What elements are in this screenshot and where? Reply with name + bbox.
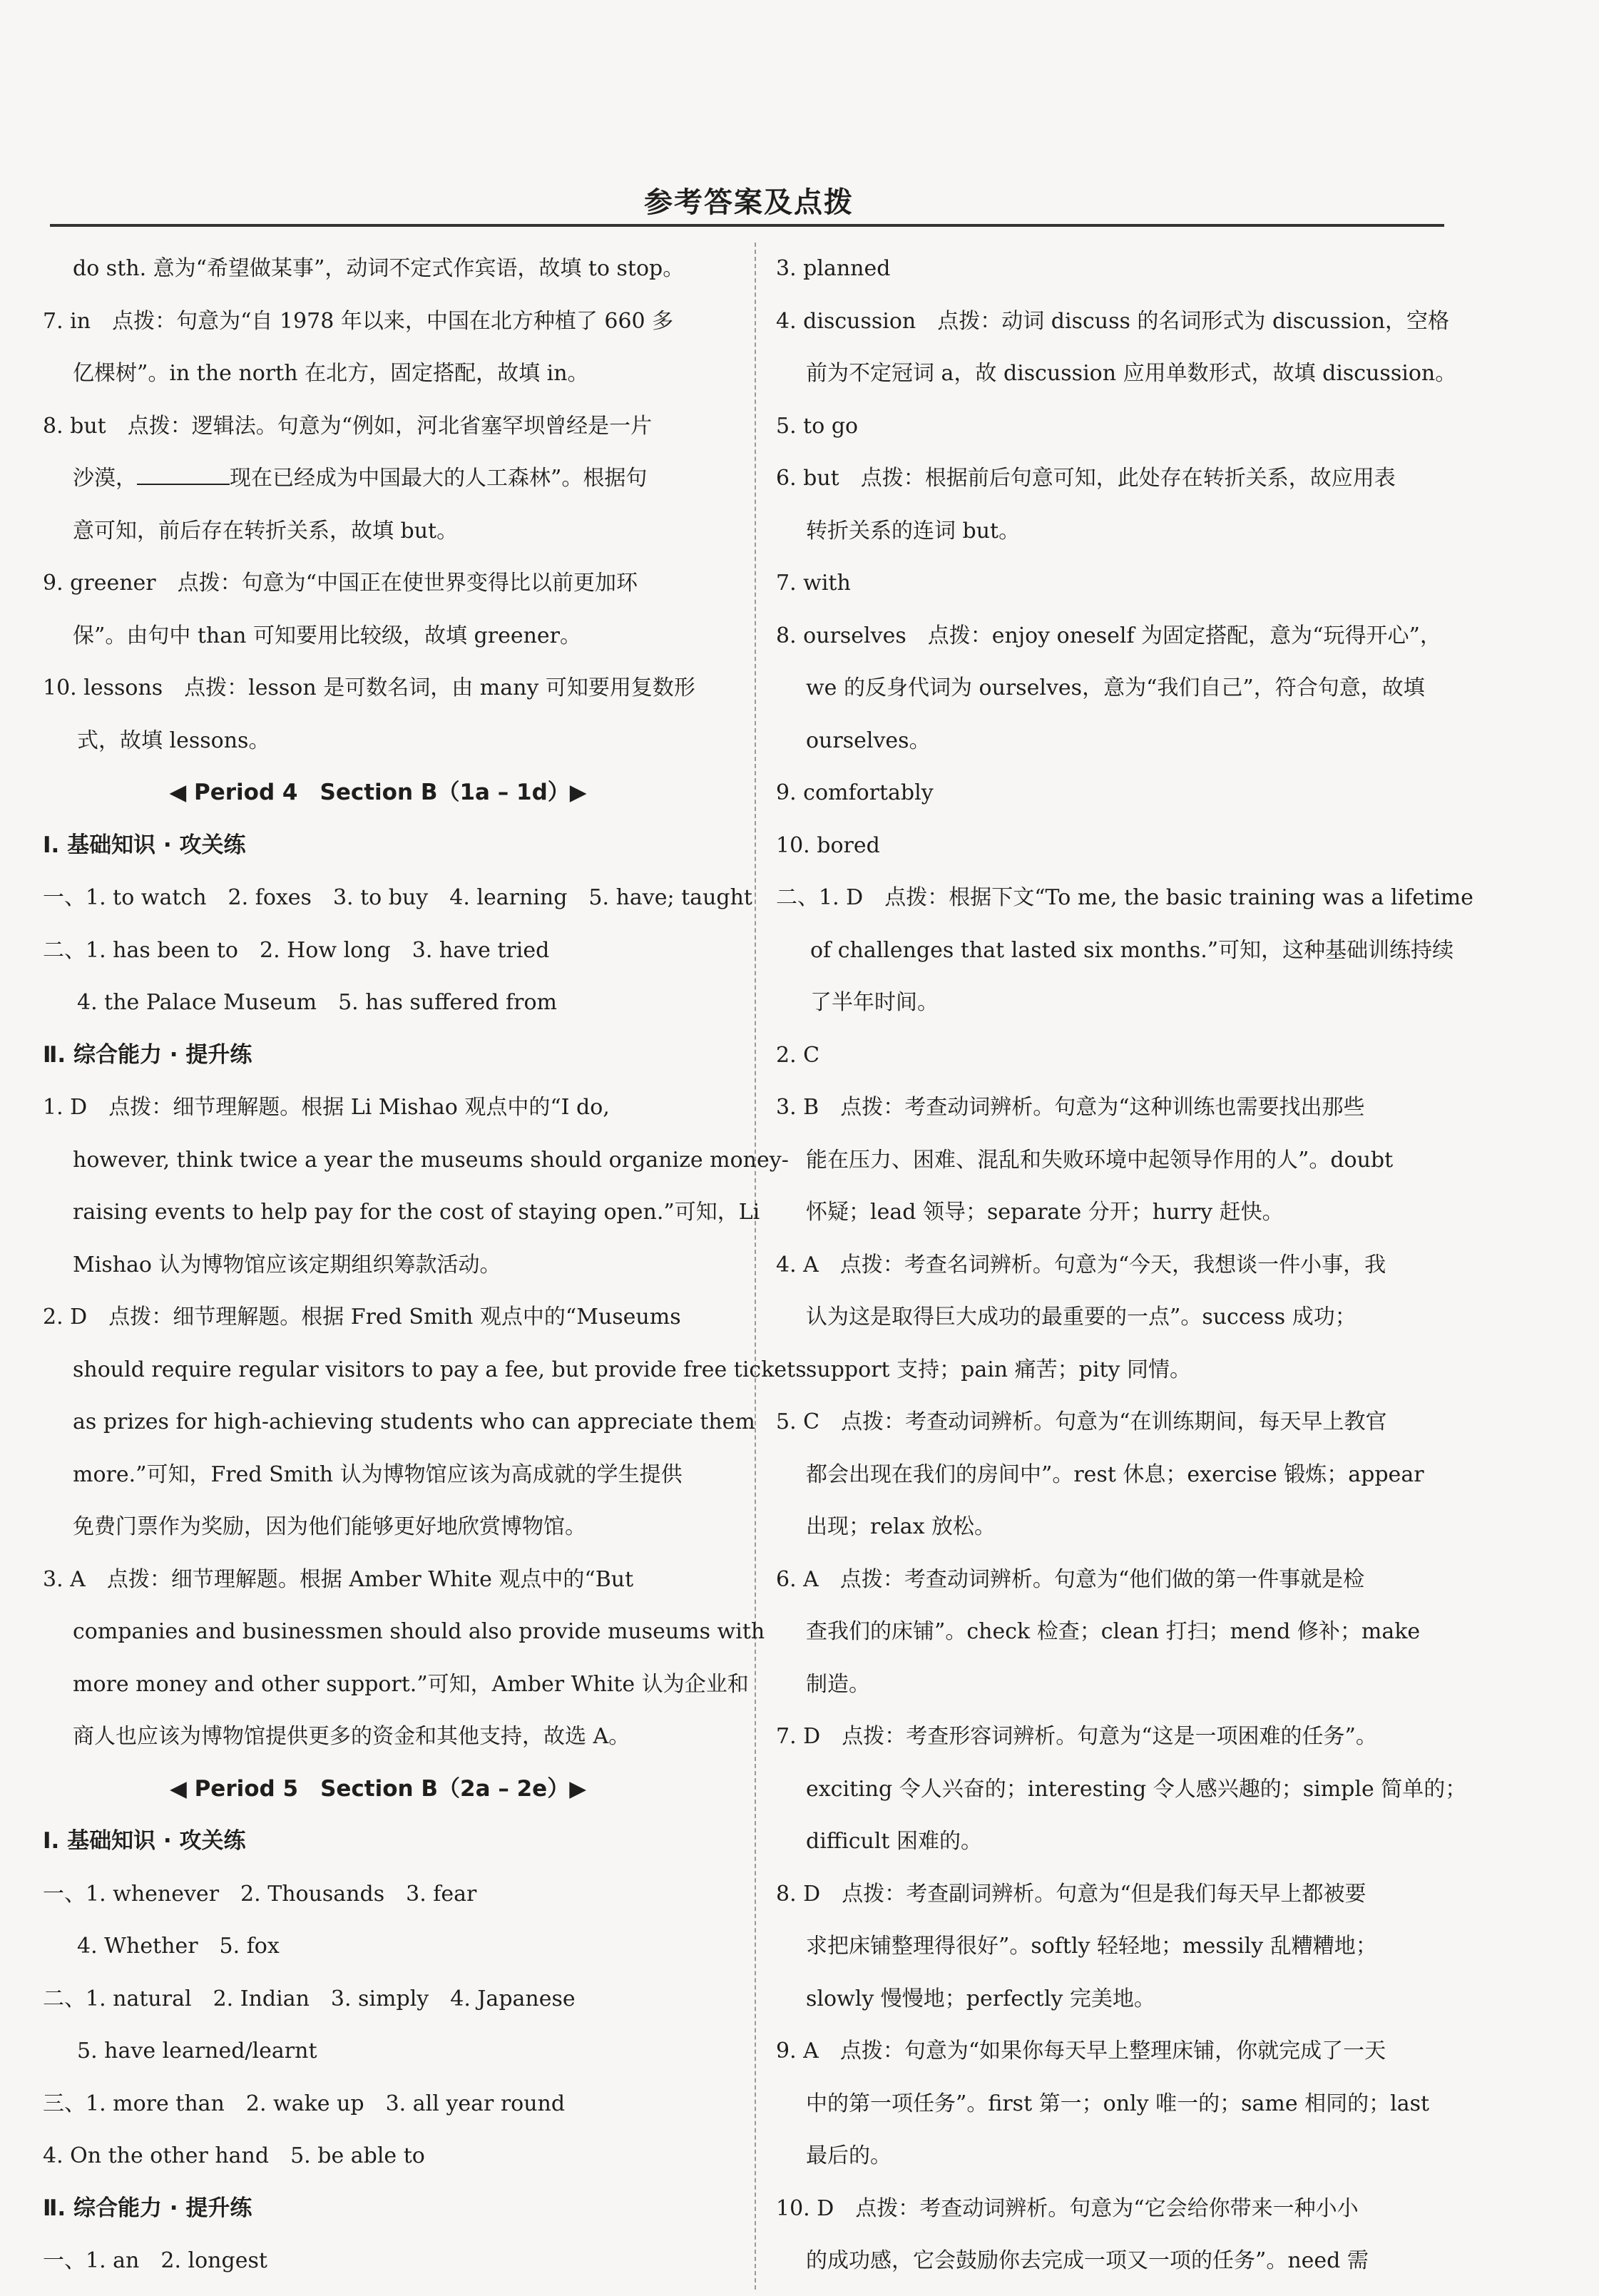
answer-line — [43, 452, 713, 505]
answer-line: 5. have learned/learnt — [77, 2039, 317, 2063]
section-heading: ◀ Period 4 Section B（1a – 1d）▶ — [169, 780, 587, 805]
answer-line: however, think twice a year the museums should organize money- — [73, 1147, 789, 1173]
answer-line: 10. bored — [776, 832, 880, 858]
answer-line: 5. C 点拨：考查动词辨析。句意为“在训练期间，每天早上教官 — [776, 1409, 1387, 1434]
answer-line: slowly 慢慢地；perfectly 完美地。 — [806, 1986, 1155, 2011]
answer-line: 求把床铺整理得很好”。softly 轻轻地；messily 乱糟糟地； — [806, 1934, 1377, 1959]
answer-line: 一、1. whenever 2. Thousands 3. fear — [43, 1881, 477, 1907]
answer-line: 商人也应该为博物馆提供更多的资金和其他支持，故选 A。 — [73, 1724, 630, 1749]
answer-line: 认为这是取得巨大成功的最重要的一点”。success 成功； — [806, 1305, 1357, 1330]
answer-line: 8. but 点拨：逻辑法。句意为“例如，河北省塞罕坝曾经是一片 — [43, 413, 653, 439]
column-divider — [755, 243, 756, 2290]
answer-line: 出现；relax 放松。 — [806, 1514, 996, 1539]
answer-line: 9. A 点拨：句意为“如果你每天早上整理床铺，你就完成了一天 — [776, 2039, 1386, 2063]
answer-line: 8. D 点拨：考查副词辨析。句意为“但是我们每天早上都被要 — [776, 1881, 1366, 1907]
answer-line: 查我们的床铺”。check 检查；clean 打扫；mend 修补；make — [806, 1619, 1421, 1644]
answer-line: 3. A 点拨：细节理解题。根据 Amber White 观点中的“But — [43, 1566, 634, 1592]
answer-line: 二、1. natural 2. Indian 3. simply 4. Japanese — [43, 1986, 576, 2011]
answer-line: 8. ourselves 点拨：enjoy oneself 为固定搭配，意为“玩得开心”， — [776, 623, 1441, 648]
title-divider — [50, 224, 1444, 227]
answer-line: 10. D 点拨：考查动词辨析。句意为“它会给你带来一种小小 — [776, 2195, 1359, 2221]
answer-line: 4. discussion 点拨：动词 discuss 的名词形式为 discussion，空格 — [776, 308, 1450, 334]
answer-line: 意可知，前后存在转折关系，故填 but。 — [73, 518, 459, 544]
answer-line: should require regular visitors to pay a fee, but provide free tickets — [73, 1357, 807, 1382]
answer-line: 2. D 点拨：细节理解题。根据 Fred Smith 观点中的“Museums — [43, 1305, 681, 1330]
answer-line: 转折关系的连词 but。 — [806, 518, 1021, 544]
right-column — [776, 243, 1473, 2287]
answer-line: more money and other support.”可知，Amber White 认为企业和 — [73, 1671, 749, 1697]
answer-line: 二、1. has been to 2. How long 3. have tried — [43, 937, 550, 963]
answer-line: 二、1. D 点拨：根据下文“To me, the basic training was a lifetime — [776, 885, 1473, 910]
answer-line: as prizes for high-achieving students who can appreciate them — [73, 1409, 755, 1434]
subsection-heading: Ⅰ. 基础知识 · 攻关练 — [43, 1828, 246, 1854]
answer-line: ourselves。 — [806, 728, 931, 753]
answer-line: 一、1. to watch 2. foxes 3. to buy 4. learning 5. have; taught — [43, 885, 752, 910]
answer-line: 9. greener 点拨：句意为“中国正在使世界变得比以前更加环 — [43, 571, 638, 596]
answer-line: exciting 令人兴奋的；interesting 令人感兴趣的；simple 简单的； — [806, 1776, 1467, 1802]
answer-line: 式，故填 lessons。 — [77, 728, 270, 753]
answer-line: 4. the Palace Museum 5. has suffered from — [77, 990, 557, 1015]
answer-line: raising events to help pay for the cost of staying open.”可知，Li — [73, 1200, 760, 1225]
answer-line: 1. D 点拨：细节理解题。根据 Li Mishao 观点中的“I do, — [43, 1095, 610, 1120]
answer-line: Mishao 认为博物馆应该定期组织筹款活动。 — [73, 1252, 501, 1277]
fill-in-blank — [137, 465, 230, 485]
answer-line: 10. lessons 点拨：lesson 是可数名词，由 many 可知要用复数形 — [43, 675, 695, 700]
answer-line: 6. A 点拨：考查动词辨析。句意为“他们做的第一件事就是检 — [776, 1566, 1365, 1592]
answer-line: 制造。 — [806, 1671, 870, 1697]
answer-line: 前为不定冠词 a，故 discussion 应用单数形式，故填 discussion。 — [806, 361, 1457, 386]
answer-line: 3. planned — [776, 256, 891, 281]
answer-line: 6. but 点拨：根据前后句意可知，此处存在转折关系，故应用表 — [776, 466, 1396, 491]
answer-line: 9. comfortably — [776, 780, 934, 805]
answer-line: support 支持；pain 痛苦；pity 同情。 — [806, 1357, 1191, 1382]
answer-line: 7. in 点拨：句意为“自 1978 年以来，中国在北方种植了 660 多 — [43, 308, 674, 334]
answer-line: 能在压力、困难、混乱和失败环境中起领导作用的人”。doubt — [806, 1147, 1394, 1173]
answer-line: more.”可知，Fred Smith 认为博物馆应该为高成就的学生提供 — [73, 1461, 683, 1487]
answer-line: 中的第一项任务”。first 第一；only 唯一的；same 相同的；last — [806, 2091, 1430, 2116]
answer-line: 5. to go — [776, 413, 859, 439]
answer-line: 7. with — [776, 571, 851, 596]
answer-line: 怀疑；lead 领导；separate 分开；hurry 赶快。 — [806, 1200, 1284, 1225]
subsection-heading: Ⅱ. 综合能力 · 提升练 — [43, 1041, 252, 1068]
answer-line: 4. On the other hand 5. be able to — [43, 2143, 425, 2168]
answer-line: 免费门票作为奖励，因为他们能够更好地欣赏博物馆。 — [73, 1514, 586, 1539]
answer-line: 了半年时间。 — [810, 990, 939, 1015]
line-text: 现在已经成为中国最大的人工森林”。根据句 — [230, 466, 648, 491]
answer-line: companies and businessmen should also provide museums with — [73, 1619, 765, 1644]
answer-line: 4. Whether 5. fox — [77, 1934, 280, 1959]
answer-line: 最后的。 — [806, 2143, 892, 2168]
subsection-heading: Ⅰ. 基础知识 · 攻关练 — [43, 832, 246, 858]
answer-line: difficult 困难的。 — [806, 1829, 983, 1854]
answer-line: 亿棵树”。in the north 在北方，固定搭配，故填 in。 — [73, 361, 589, 386]
answer-line: 保”。由句中 than 可知要用比较级，故填 greener。 — [73, 623, 581, 648]
answer-line: do sth. 意为“希望做某事”，动词不定式作宾语，故填 to stop。 — [73, 256, 685, 281]
section-heading: ◀ Period 5 Section B（2a – 2e）▶ — [169, 1775, 587, 1802]
answer-line: 的成功感，它会鼓励你去完成一项又一项的任务”。need 需 — [806, 2248, 1369, 2273]
line-text: 沙漠， — [73, 466, 137, 491]
answer-line: of challenges that lasted six months.”可知，这种基础训练持续 — [810, 937, 1454, 963]
answer-line: 三、1. more than 2. wake up 3. all year round — [43, 2091, 566, 2116]
answer-line: 都会出现在我们的房间中”。rest 休息；exercise 锻炼；appear — [806, 1461, 1424, 1487]
subsection-heading: Ⅱ. 综合能力 · 提升练 — [43, 2195, 252, 2221]
page-title: 参考答案及点拨 — [644, 186, 854, 219]
answer-line: 7. D 点拨：考查形容词辨析。句意为“这是一项困难的任务”。 — [776, 1724, 1377, 1749]
answer-line: 3. B 点拨：考查动词辨析。句意为“这种训练也需要找出那些 — [776, 1095, 1365, 1120]
answer-line: 4. A 点拨：考查名词辨析。句意为“今天，我想谈一件小事，我 — [776, 1252, 1386, 1277]
answer-line: we 的反身代词为 ourselves，意为“我们自己”，符合句意，故填 — [806, 675, 1425, 700]
answer-line: 一、1. an 2. longest — [43, 2248, 267, 2273]
answer-line: 2. C — [776, 1042, 820, 1068]
